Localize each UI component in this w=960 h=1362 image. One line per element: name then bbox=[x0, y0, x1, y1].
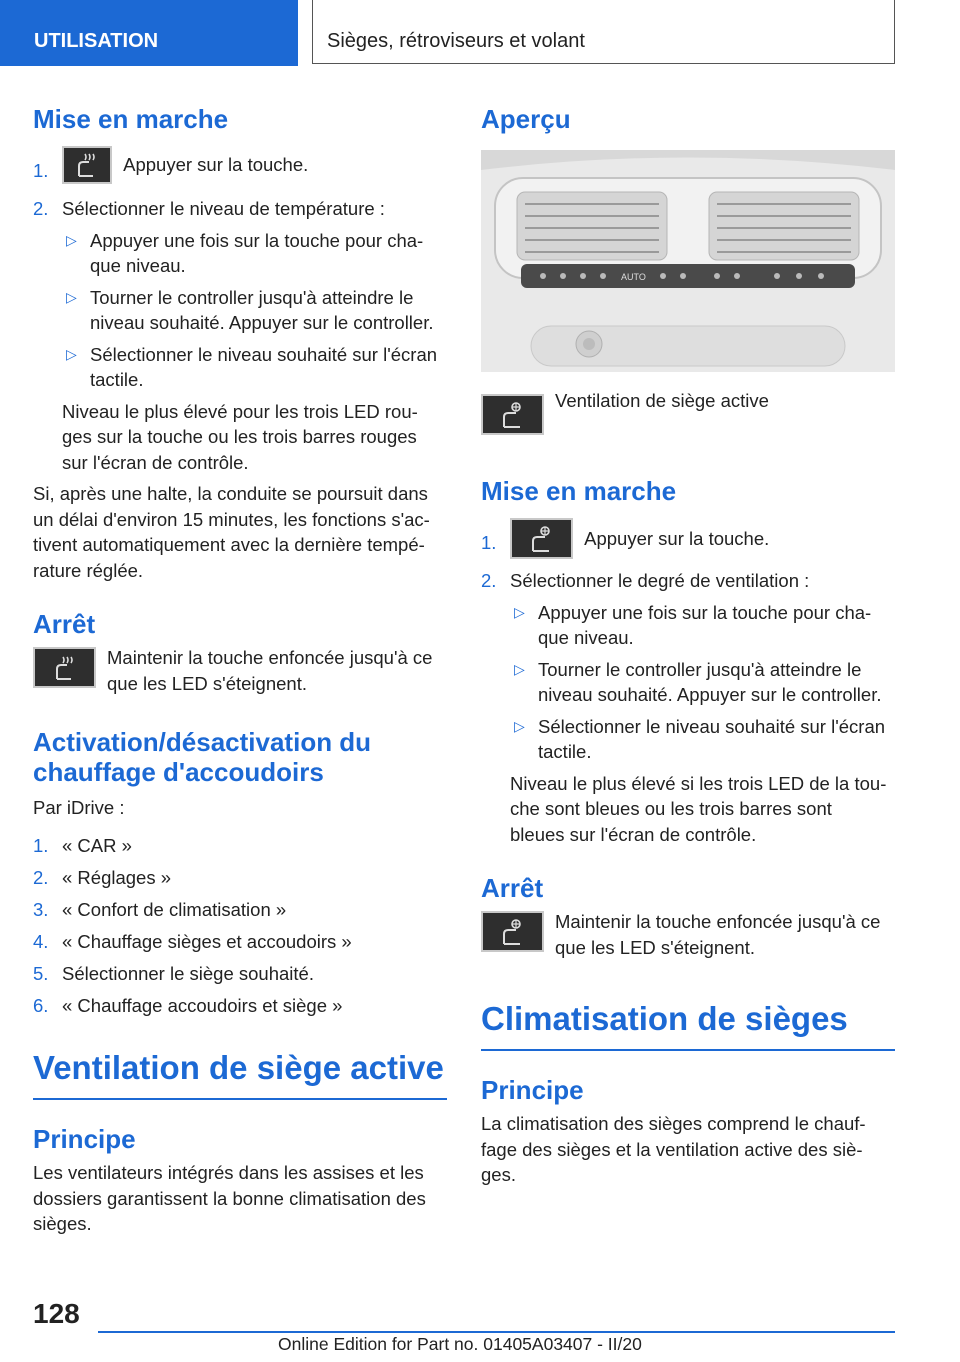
triangle-bullet-icon: ▷ bbox=[514, 717, 525, 734]
idrive-steps-list bbox=[33, 833, 447, 1019]
list-item: 4. « Chauffage sièges et accoudoirs » bbox=[33, 930, 352, 952]
heading-principe: Principe bbox=[33, 1124, 136, 1154]
seat-ventilation-button-icon bbox=[481, 911, 544, 952]
triangle-bullet-icon: ▷ bbox=[514, 603, 525, 620]
heading-accoudoirs: Activation/désactivation du chauffage d'accoudoirs bbox=[33, 727, 372, 787]
sub-item: ▷ Tourner le controller jusqu'à atteindre le niveau souhaité. Appuyer sur le controller. bbox=[66, 286, 434, 333]
sub-item: ▷ Appuyer une fois sur la touche pour cha- que niveau. bbox=[66, 229, 424, 276]
paragraph: Les ventilateurs intégrés dans les assises et les dossiers garantissent la bonne climatisation des sièges. bbox=[33, 1162, 426, 1234]
sub-item: ▷ Sélectionner le niveau souhaité sur l'écran tactile. bbox=[66, 343, 438, 390]
heading-principe-climatisation: Principe bbox=[481, 1075, 584, 1105]
triangle-bullet-icon: ▷ bbox=[514, 660, 525, 677]
footer-rule bbox=[98, 1331, 895, 1333]
heading-mise-en-marche: Mise en marche bbox=[33, 104, 229, 134]
heading-ventilation: Ventilation de siège active bbox=[33, 1048, 447, 1100]
heading-arret: Arrêt bbox=[33, 609, 96, 639]
list-item: 1. Appuyer sur la touche. bbox=[481, 518, 895, 562]
heading-apercu: Aperçu bbox=[481, 104, 571, 134]
note: Niveau le plus élevé pour les trois LED rou- ges sur la touche ou les trois barres rouges sur l'écran de contrôle. bbox=[62, 400, 418, 473]
triangle-bullet-icon: ▷ bbox=[66, 345, 77, 362]
paragraph: La climatisation des sièges comprend le chauf- fage des sièges et la ventilation active des siè- ges. bbox=[481, 1113, 866, 1185]
list-item: 6. « Chauffage accoudoirs et siège » bbox=[33, 994, 343, 1016]
list-item: 5. Sélectionner le siège souhaité. bbox=[33, 962, 314, 984]
page-number: 128 bbox=[33, 1298, 80, 1329]
caption-block bbox=[481, 386, 895, 446]
sub-item: ▷ Sélectionner le niveau souhaité sur l'écran tactile. bbox=[514, 715, 886, 762]
heading-mise-en-marche-ventilation: Mise en marche bbox=[481, 476, 677, 506]
section-tab: UTILISATION bbox=[0, 0, 298, 66]
list-item: 1. « CAR » bbox=[33, 834, 132, 856]
list-item: 3. « Confort de climatisation » bbox=[33, 898, 287, 920]
left-column bbox=[33, 96, 447, 1237]
list-item: 1. Appuyer sur la touche. bbox=[33, 146, 447, 190]
paragraph: Si, après une halte, la conduite se poursuit dans un délai d'environ 15 minutes, les fonctions s'ac- tivent automatiquement avec la dernière tempé- rature réglée. bbox=[33, 483, 430, 581]
list-item: 2. Sélectionner le degré de ventilation : bbox=[481, 570, 810, 591]
right-column bbox=[481, 96, 895, 1188]
seat-heating-button-icon bbox=[33, 647, 96, 688]
list-item: 2. « Réglages » bbox=[33, 866, 172, 888]
page-header bbox=[0, 0, 960, 66]
sub-item: ▷ Appuyer une fois sur la touche pour cha- que niveau. bbox=[514, 601, 872, 648]
edition-note: Online Edition for Part no. 01405A03407 - II/20 bbox=[278, 1334, 642, 1354]
chapter-title: Sièges, rétroviseurs et volant bbox=[312, 0, 895, 64]
note: Niveau le plus élevé si les trois LED de la tou- che sont bleues ou les trois barres sont bleues sur l'écran de contrôle. bbox=[510, 772, 887, 845]
heading-arret-ventilation: Arrêt bbox=[481, 873, 544, 903]
photo-caption: Ventilation de siège active bbox=[555, 390, 769, 411]
seat-ventilation-button-icon bbox=[481, 394, 544, 435]
seat-ventilation-button-icon bbox=[510, 518, 573, 559]
dashboard-photo bbox=[481, 150, 895, 372]
triangle-bullet-icon: ▷ bbox=[66, 231, 77, 248]
triangle-bullet-icon: ▷ bbox=[66, 288, 77, 305]
auto-button-label: AUTO bbox=[621, 272, 646, 282]
sub-item: ▷ Tourner le controller jusqu'à atteindre le niveau souhaité. Appuyer sur le controller. bbox=[514, 658, 882, 705]
heading-climatisation: Climatisation de sièges bbox=[481, 999, 895, 1051]
seat-heating-button-icon bbox=[62, 146, 112, 184]
list-item: 2. Sélectionner le niveau de température : bbox=[33, 198, 385, 219]
arret-block: Maintenir la touche enfoncée jusqu'à ce que les LED s'éteignent. bbox=[33, 645, 447, 701]
arret-block: Maintenir la touche enfoncée jusqu'à ce que les LED s'éteignent. bbox=[481, 909, 895, 965]
intro-text: Par iDrive : bbox=[33, 797, 125, 818]
